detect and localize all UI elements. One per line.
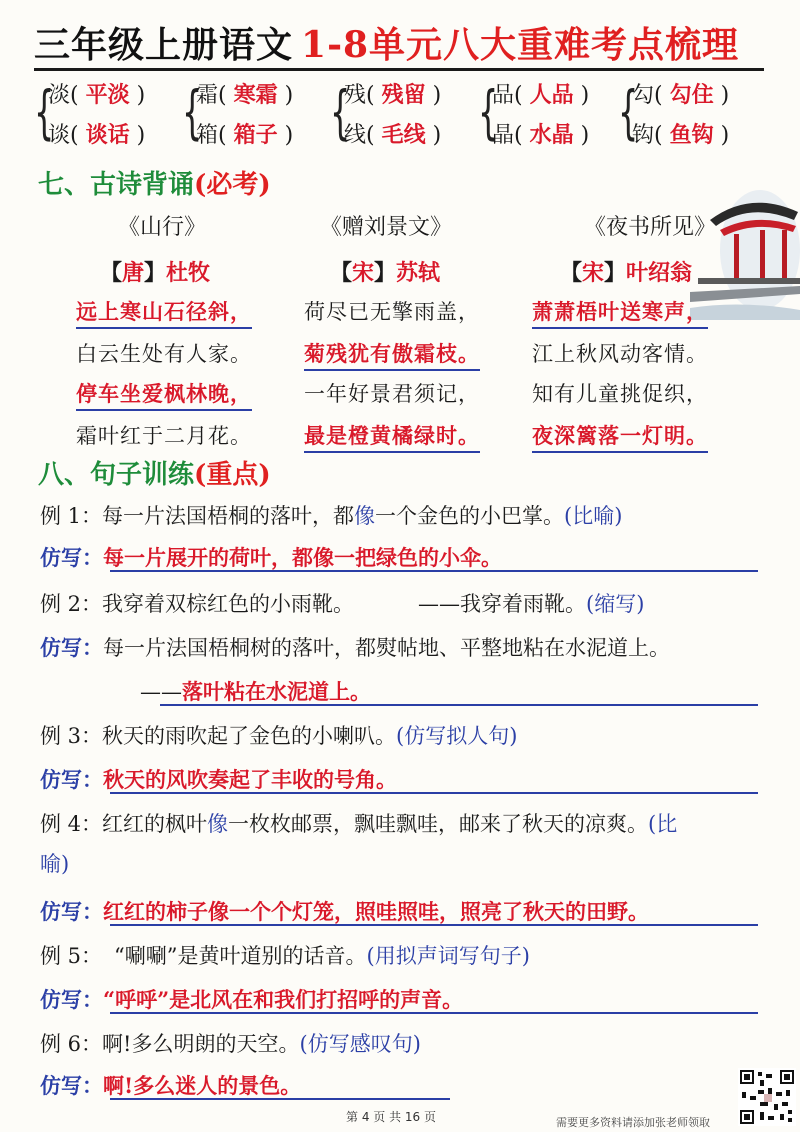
section-heading-poems: 七、古诗背诵(必考) bbox=[38, 170, 271, 200]
poem-line: 菊残犹有傲霜枝。 bbox=[304, 338, 480, 368]
char-row-top: 勾( 勾住 ) bbox=[632, 82, 730, 108]
fangxie-3: 仿写：秋天的风吹奏起了丰收的号角。 bbox=[40, 767, 397, 792]
title-red: 1-8单元八大重难考点梳理 bbox=[301, 24, 740, 66]
answer-underline bbox=[110, 924, 758, 926]
brace-icon: { bbox=[34, 78, 55, 146]
poem-line: 白云生处有人家。 bbox=[76, 342, 252, 366]
poem-title: 《山行》 bbox=[118, 215, 207, 240]
poem-author: 【宋】苏轼 bbox=[330, 260, 441, 286]
fangxie-5: 仿写：“呼呼”是北风在和我们打招呼的声音。 bbox=[40, 987, 464, 1012]
char-group bbox=[478, 72, 628, 156]
poem-line: 远上寒山石径斜， bbox=[76, 296, 252, 326]
poem-author: 【宋】叶绍翁 bbox=[560, 260, 693, 286]
char-row-bottom: 钩( 鱼钩 ) bbox=[632, 122, 730, 148]
footer-note: 需要更多资料请添加张老师领取 bbox=[556, 1116, 710, 1129]
poem-line: 荷尽已无擎雨盖， bbox=[304, 300, 480, 324]
example-4: 例 4：红红的枫叶像一枚枚邮票，飘哇飘哇，邮来了秋天的凉爽。(比 bbox=[40, 812, 678, 836]
char-row-top: 霜( 寒霜 ) bbox=[196, 82, 294, 108]
answer-underline bbox=[110, 1012, 758, 1014]
poem-author: 【唐】杜牧 bbox=[100, 260, 211, 286]
answer-underline bbox=[110, 792, 758, 794]
char-row-top: 品( 人品 ) bbox=[492, 82, 590, 108]
char-group bbox=[330, 72, 480, 156]
poem-line: 萧萧梧叶送寒声， bbox=[532, 296, 708, 326]
example-1: 例 1：每一片法国梧桐的落叶，都像一个金色的小巴掌。(比喻) bbox=[40, 504, 623, 528]
poem-line: 夜深篱落一灯明。 bbox=[532, 420, 708, 450]
qr-code-icon bbox=[738, 1068, 796, 1126]
example-6: 例 6：啊!多么明朗的天空。(仿写感叹句) bbox=[40, 1032, 421, 1056]
fangxie-2-answer: ——落叶粘在水泥道上。 bbox=[140, 679, 371, 704]
char-group bbox=[182, 72, 332, 156]
brace-icon: { bbox=[478, 78, 499, 146]
poem-line: 停车坐爱枫林晚， bbox=[76, 378, 252, 408]
answer-underline bbox=[160, 704, 758, 706]
poem-title: 《夜书所见》 bbox=[584, 215, 717, 240]
example-2: 例 2：我穿着双棕红色的小雨靴。 ——我穿着雨靴。(缩写) bbox=[40, 592, 645, 616]
poem-title: 《赠刘景文》 bbox=[320, 215, 453, 240]
poem-line: 霜叶红于二月花。 bbox=[76, 424, 252, 448]
char-row-bottom: 线( 毛线 ) bbox=[344, 122, 442, 148]
char-group bbox=[618, 72, 768, 156]
fangxie-2: 仿写：每一片法国梧桐树的落叶，都熨帖地、平整地粘在水泥道上。 bbox=[40, 635, 670, 660]
fangxie-6: 仿写：啊!多么迷人的景色。 bbox=[40, 1073, 302, 1098]
example-4-note-cont: 喻) bbox=[40, 852, 70, 876]
title-black: 三年级上册语文 bbox=[34, 24, 294, 66]
char-row-top: 残( 残留 ) bbox=[344, 82, 442, 108]
answer-underline bbox=[110, 570, 758, 572]
char-row-top: 淡( 平淡 ) bbox=[48, 82, 146, 108]
char-row-bottom: 箱( 箱子 ) bbox=[196, 122, 294, 148]
char-row-bottom: 晶( 水晶 ) bbox=[492, 122, 590, 148]
poem-line: 知有儿童挑促织， bbox=[532, 382, 708, 406]
page-number: 第 4 页 共 16 页 bbox=[346, 1110, 436, 1124]
page-title bbox=[34, 14, 774, 68]
poem-line: 最是橙黄橘绿时。 bbox=[304, 420, 480, 450]
title-underline bbox=[34, 68, 764, 71]
fangxie-1: 仿写：每一片展开的荷叶，都像一把绿色的小伞。 bbox=[40, 545, 502, 570]
poem-line: 一年好景君须记， bbox=[304, 382, 480, 406]
section-heading-sentences: 八、句子训练(重点) bbox=[38, 460, 271, 490]
example-5: 例 5： “唰唰”是黄叶道别的话音。(用拟声词写句子) bbox=[40, 944, 530, 968]
fangxie-4: 仿写：红红的柿子像一个个灯笼，照哇照哇，照亮了秋天的田野。 bbox=[40, 899, 649, 924]
char-row-bottom: 谈( 谈话 ) bbox=[48, 122, 146, 148]
char-groups bbox=[34, 72, 774, 156]
brace-icon: { bbox=[182, 78, 203, 146]
poem-line: 江上秋风动客情。 bbox=[532, 342, 708, 366]
example-3: 例 3：秋天的雨吹起了金色的小喇叭。(仿写拟人句) bbox=[40, 724, 518, 748]
answer-underline bbox=[110, 1098, 450, 1100]
brace-icon: { bbox=[330, 78, 351, 146]
brace-icon: { bbox=[618, 78, 639, 146]
char-group bbox=[34, 72, 184, 156]
